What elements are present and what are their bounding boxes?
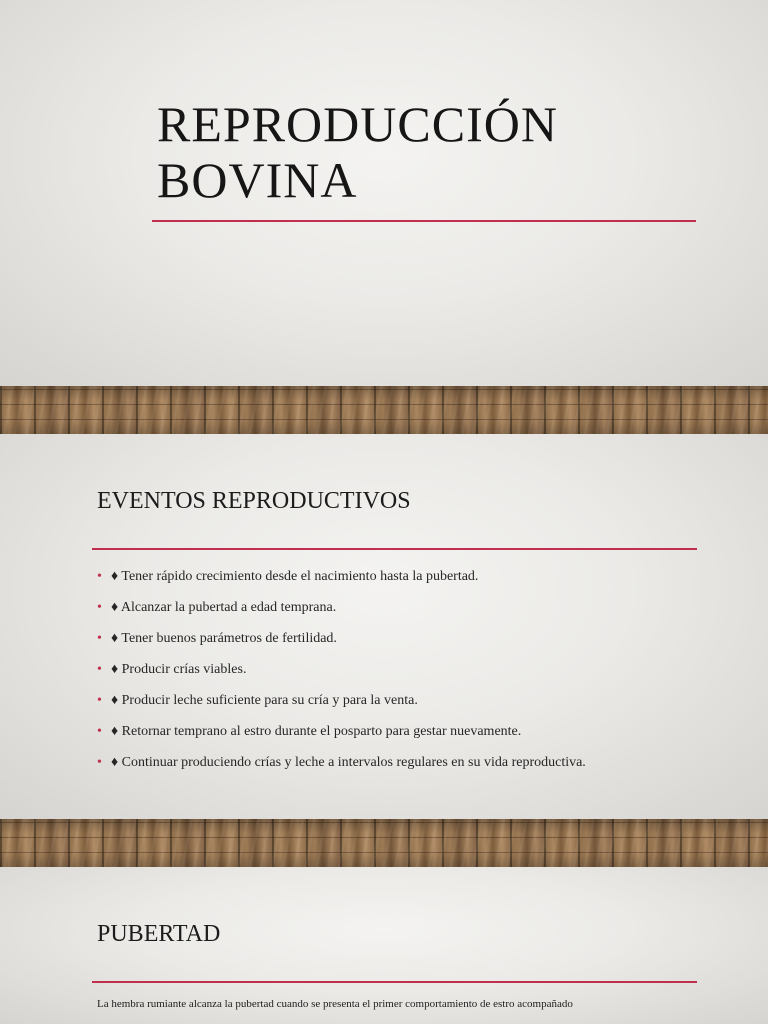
bullet-icon: • bbox=[97, 569, 102, 584]
title-line-1: REPRODUCCIÓN bbox=[157, 96, 558, 152]
pubertad-body-text: La hembra rumiante alcanza la pubertad cuando se presenta el primer comportamiento de estro acompañado bbox=[97, 998, 573, 1010]
bullet-icon: • bbox=[97, 600, 102, 615]
list-item-text: ♦ Producir crías viables. bbox=[111, 662, 247, 677]
wood-floor-decoration bbox=[0, 819, 768, 867]
list-item bbox=[97, 567, 586, 598]
list-item bbox=[97, 660, 586, 691]
list-item-text: ♦ Producir leche suficiente para su cría y para la venta. bbox=[111, 693, 418, 708]
list-item bbox=[97, 598, 586, 629]
bullet-icon: • bbox=[97, 631, 102, 646]
eventos-list bbox=[97, 567, 586, 784]
list-item-text: ♦ Alcanzar la pubertad a edad temprana. bbox=[111, 600, 337, 615]
list-item bbox=[97, 691, 586, 722]
wood-floor-decoration bbox=[0, 386, 768, 434]
bullet-icon: • bbox=[97, 724, 102, 739]
bullet-icon: • bbox=[97, 693, 102, 708]
list-item-text: ♦ Tener rápido crecimiento desde el nacimiento hasta la pubertad. bbox=[111, 569, 479, 584]
eventos-divider bbox=[92, 548, 697, 550]
list-item bbox=[97, 722, 586, 753]
section-title-eventos: EVENTOS REPRODUCTIVOS bbox=[97, 488, 411, 514]
list-item-text: ♦ Tener buenos parámetros de fertilidad. bbox=[111, 631, 337, 646]
section-title-pubertad: PUBERTAD bbox=[97, 921, 221, 947]
slide-title-heading bbox=[157, 96, 558, 208]
list-item bbox=[97, 629, 586, 660]
slide-title bbox=[0, 0, 768, 386]
list-item bbox=[97, 753, 586, 784]
pubertad-divider bbox=[92, 981, 697, 983]
title-line-2: BOVINA bbox=[157, 152, 358, 208]
list-item-text: ♦ Retornar temprano al estro durante el posparto para gestar nuevamente. bbox=[111, 724, 522, 739]
bullet-icon: • bbox=[97, 755, 102, 770]
list-item-text: ♦ Continuar produciendo crías y leche a intervalos regulares en su vida reproductiva. bbox=[111, 755, 586, 770]
bullet-icon: • bbox=[97, 662, 102, 677]
title-divider bbox=[152, 220, 696, 222]
